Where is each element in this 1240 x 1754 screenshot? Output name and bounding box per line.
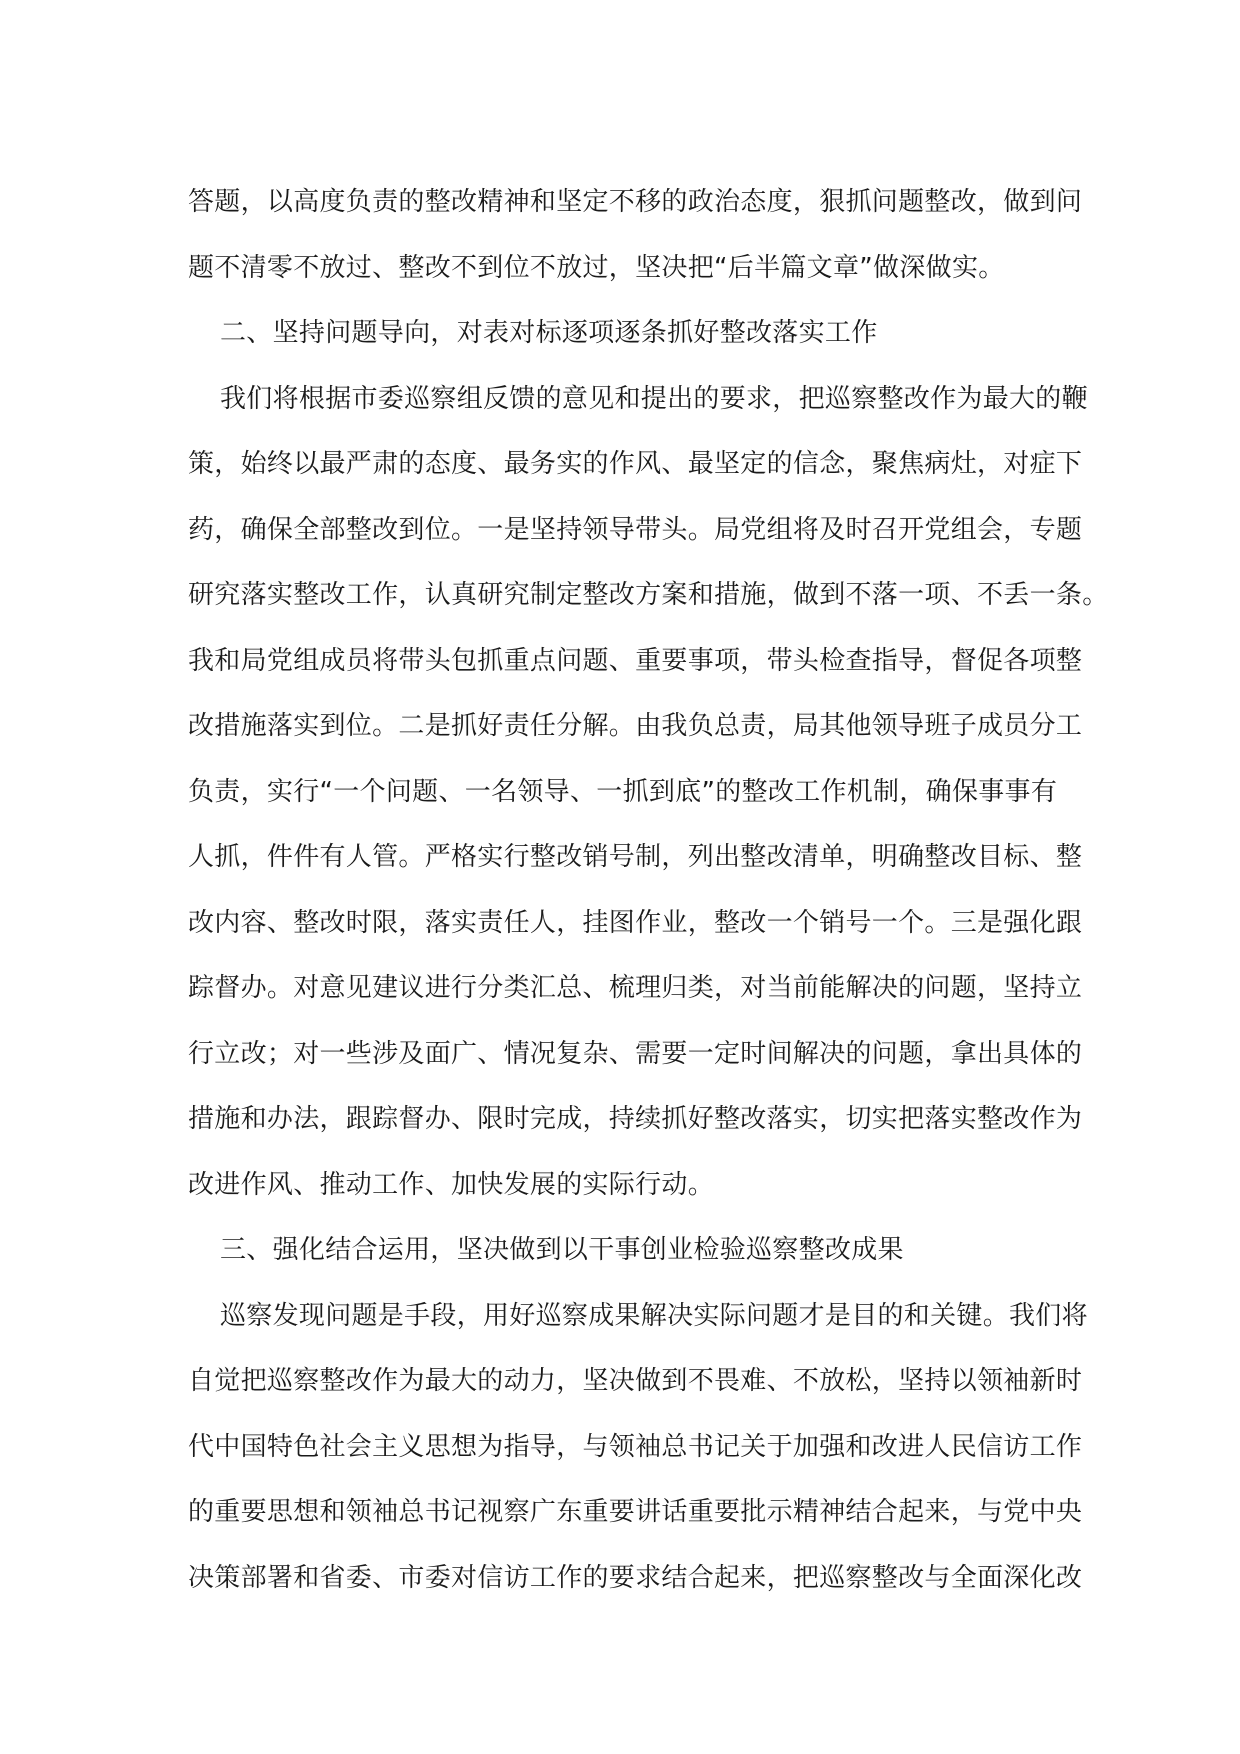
section-heading-3: 三、强化结合运用，坚决做到以干事创业检验巡察整改成果 <box>220 1235 904 1265</box>
text-line-4: 我们将根据市委巡察组反馈的意见和提出的要求，把巡察整改作为最大的鞭 <box>220 383 1088 414</box>
text-line-21: 的重要思想和领袖总书记视察广东重要讲话重要批示精神结合起来，与党中央 <box>188 1497 1083 1527</box>
text-line-20: 代中国特色社会主义思想为指导，与领袖总书记关于加强和改进人民信访工作 <box>188 1431 1083 1462</box>
text-line-11: 人抓，件件有人管。严格实行整改销号制，列出整改清单，明确整改目标、整 <box>188 842 1083 872</box>
text-line-8: 我和局党组成员将带头包抓重点问题、重要事项，带头检查指导，督促各项整 <box>188 645 1083 676</box>
section-heading-2: 二、坚持问题导向，对表对标逐项逐条抓好整改落实工作 <box>220 318 878 348</box>
text-line-6: 药，确保全部整改到位。一是坚持领导带头。局党组将及时召开党组会，专题 <box>188 514 1083 545</box>
text-line-19: 自觉把巡察整改作为最大的动力，坚决做到不畏难、不放松，坚持以领袖新时 <box>188 1366 1083 1396</box>
text-line-18: 巡察发现问题是手段，用好巡察成果解决实际问题才是目的和关键。我们将 <box>220 1300 1088 1331</box>
text-line-7: 研究落实整改工作，认真研究制定整改方案和措施，做到不落一项、不丢一条。 <box>188 580 1109 610</box>
text-line-12: 改内容、整改时限，落实责任人，挂图作业，整改一个销号一个。三是强化跟 <box>188 907 1083 938</box>
document-body <box>188 170 1109 1611</box>
text-line-14: 行立改；对一些涉及面广、情况复杂、需要一定时间解决的问题，拿出具体的 <box>188 1038 1083 1069</box>
text-line-2: 题不清零不放过、整改不到位不放过，坚决把“后半篇文章”做深做实。 <box>188 252 1005 283</box>
text-line-22: 决策部署和省委、市委对信访工作的要求结合起来，把巡察整改与全面深化改 <box>188 1562 1083 1593</box>
text-line-5: 策，始终以最严肃的态度、最务实的作风、最坚定的信念，聚焦病灶，对症下 <box>188 449 1083 479</box>
text-line-15: 措施和办法，跟踪督办、限时完成，持续抓好整改落实，切实把落实整改作为 <box>188 1104 1083 1134</box>
text-line-13: 踪督办。对意见建议进行分类汇总、梳理归类，对当前能解决的问题，坚持立 <box>188 973 1083 1003</box>
text-line-1: 答题，以高度负责的整改精神和坚定不移的政治态度，狠抓问题整改，做到问 <box>188 187 1083 217</box>
text-line-16: 改进作风、推动工作、加快发展的实际行动。 <box>188 1169 715 1200</box>
text-line-9: 改措施落实到位。二是抓好责任分解。由我负总责，局其他领导班子成员分工 <box>188 711 1083 741</box>
text-line-10: 负责，实行“一个问题、一名领导、一抓到底”的整改工作机制，确保事事有 <box>188 776 1058 807</box>
